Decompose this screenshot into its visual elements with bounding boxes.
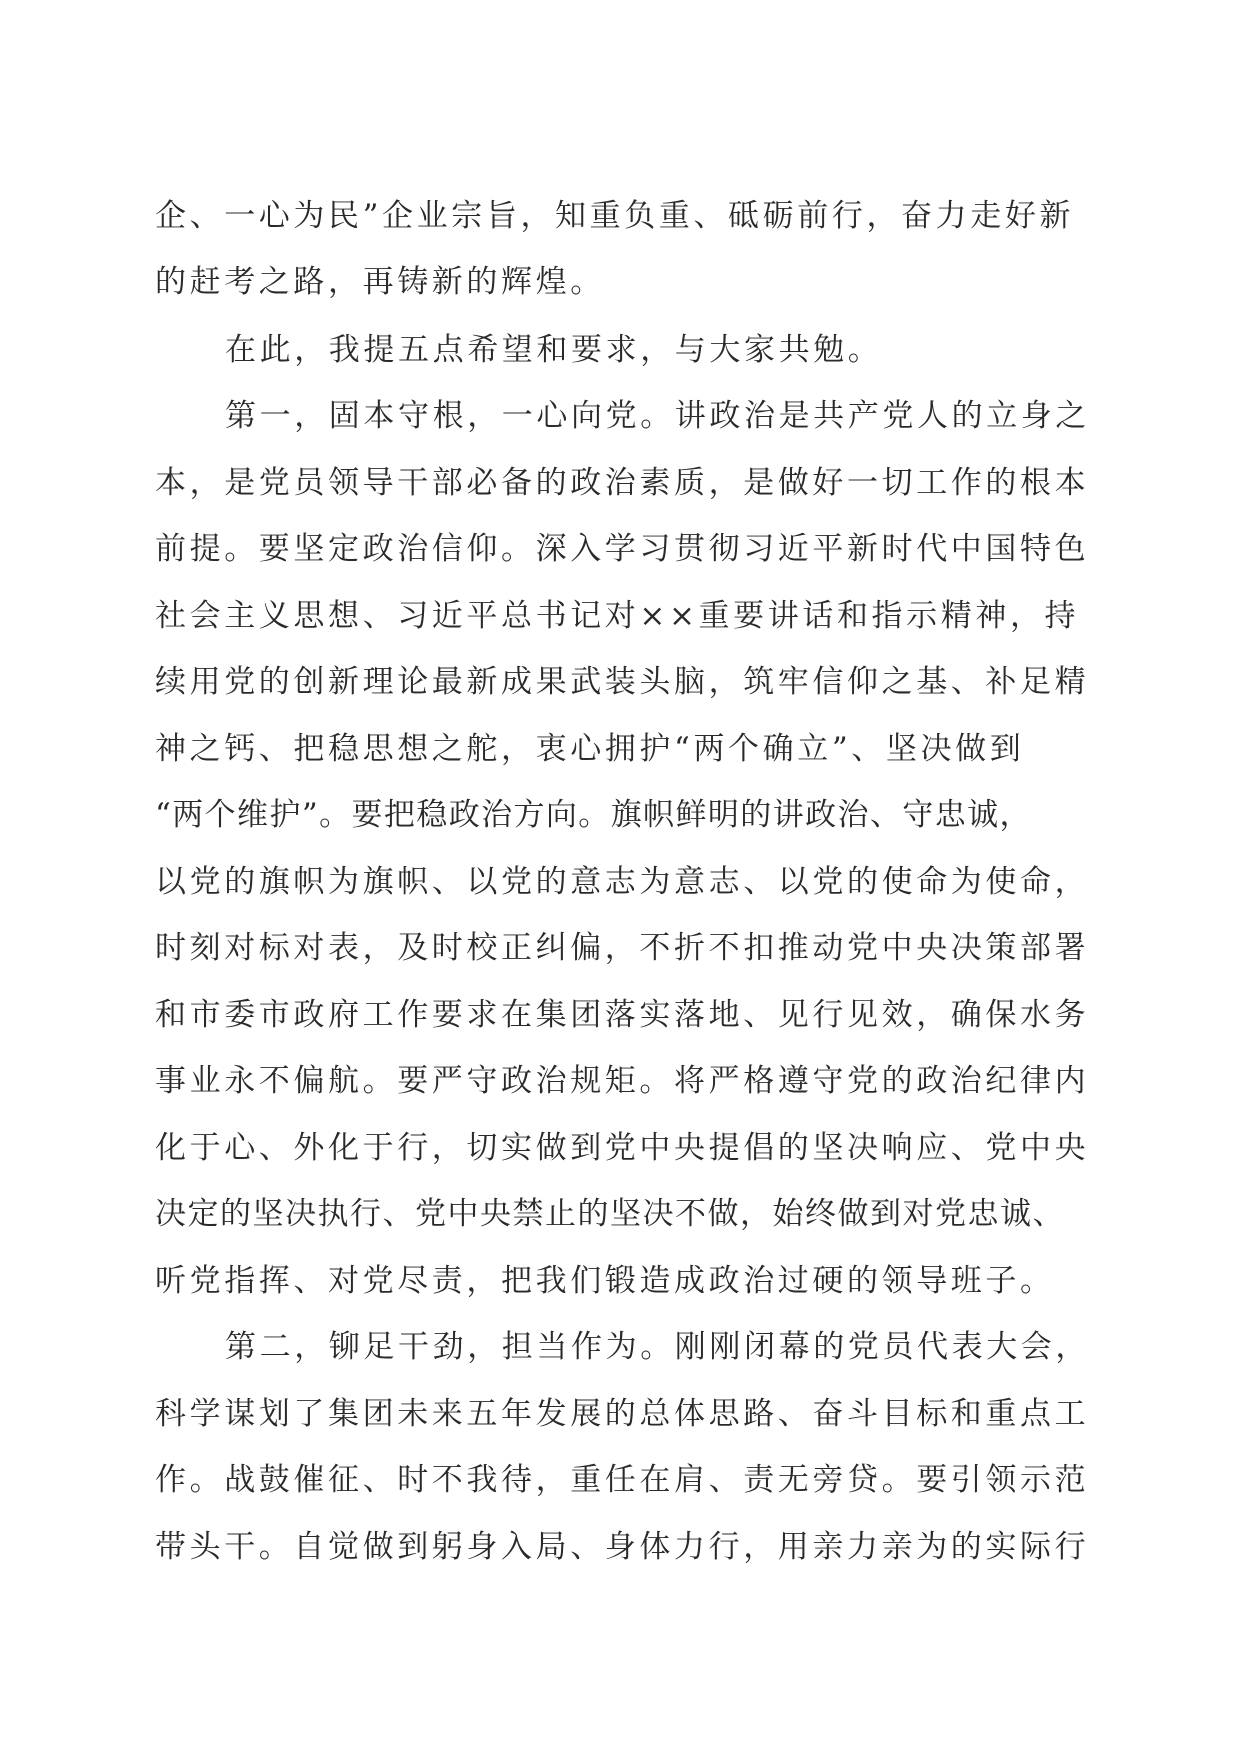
paragraph-line: 在此，我提五点希望和要求，与大家共勉。 [225, 332, 883, 368]
text-line: 事业永不偏航。要严守政治规矩。将严格遵守党的政治纪律内 [155, 1063, 1090, 1099]
text-line: 前提。要坚定政治信仰。深入学习贯彻习近平新时代中国特色 [155, 531, 1090, 567]
paragraph-line: 第二，铆足干劲，担当作为。刚刚闭幕的党员代表大会， [225, 1329, 1090, 1365]
text-line: 企、一心为民”企业宗旨，知重负重、砥砺前行，奋力走好新 [155, 198, 1075, 234]
text-line: 化于心、外化于行，切实做到党中央提倡的坚决响应、党中央 [155, 1130, 1090, 1166]
text-line: 本，是党员领导干部必备的政治素质，是做好一切工作的根本 [155, 465, 1090, 501]
text-line: 作。战鼓催征、时不我待，重任在肩、责无旁贷。要引领示范 [155, 1462, 1090, 1498]
text-line: 的赶考之路，再铸新的辉煌。 [155, 264, 605, 300]
text-line: 续用党的创新理论最新成果武装头脑，筑牢信仰之基、补足精 [155, 664, 1090, 700]
paragraph-line: 第一，固本守根，一心向党。讲政治是共产党人的立身之 [225, 398, 1090, 434]
text-line: 时刻对标对表，及时校正纠偏，不折不扣推动党中央决策部署 [155, 930, 1090, 966]
text-line: 带头干。自觉做到躬身入局、身体力行，用亲力亲为的实际行 [155, 1529, 1090, 1565]
text-line: 科学谋划了集团未来五年发展的总体思路、奋斗目标和重点工 [155, 1396, 1090, 1432]
text-line: 以党的旗帜为旗帜、以党的意志为意志、以党的使命为使命， [155, 864, 1090, 900]
text-line: 社会主义思想、习近平总书记对××重要讲话和指示精神，持 [155, 598, 1080, 634]
text-line: 神之钙、把稳思想之舵，衷心拥护“两个确立”、坚决做到 [155, 731, 1025, 767]
text-line: “两个维护”。要把稳政治方向。旗帜鲜明的讲政治、守忠诚， [155, 797, 1032, 833]
text-line: 听党指挥、对党尽责，把我们锻造成政治过硬的领导班子。 [155, 1263, 1055, 1299]
text-line: 决定的坚决执行、党中央禁止的坚决不做，始终做到对党忠诚、 [155, 1196, 1065, 1232]
text-line: 和市委市政府工作要求在集团落实落地、见行见效，确保水务 [155, 997, 1090, 1033]
